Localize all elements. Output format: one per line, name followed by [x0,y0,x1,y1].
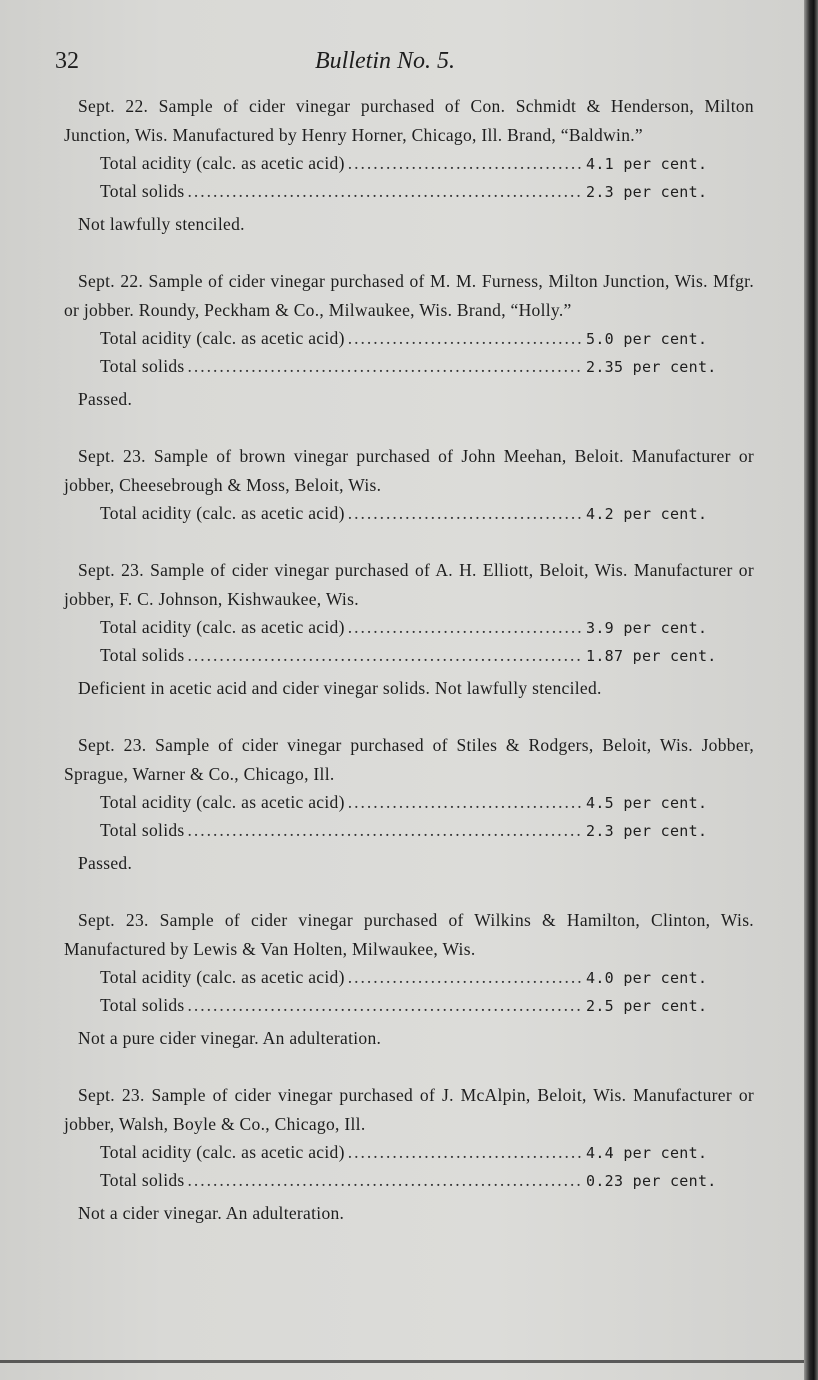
measurement-row [100,325,708,353]
measurement-row [100,964,708,992]
measurement-row [100,500,708,528]
measurement-label: Total acidity (calc. as acetic acid) [100,792,345,812]
entry-description: Sept. 23. Sample of cider vinegar purchased of A. H. Elliott, Beloit, Wis. Manufacturer or jobber, F. C. Johnson, Kishwaukee, Wis. [64,560,754,609]
sample-entry [64,1081,754,1228]
measurement-value: 2.3 per cent. [586,183,708,201]
measurement-label: Total solids [100,820,185,840]
measurement-row [100,150,708,178]
measurement-value: 4.5 per cent. [586,794,708,812]
measurement-label: Total acidity (calc. as acetic acid) [100,617,345,637]
dot-leader [348,614,583,641]
measurement-value: 4.1 per cent. [586,155,708,173]
measurement-label: Total solids [100,356,185,376]
measurement-value: 4.0 per cent. [586,969,708,987]
sample-entry [64,92,754,239]
entry-verdict: Not a cider vinegar. An adulteration. [78,1203,345,1223]
entry-verdict: Not a pure cider vinegar. An adulteration. [78,1028,382,1048]
measurement-label: Total solids [100,1170,185,1190]
measurement-row [100,789,708,817]
dot-leader [188,178,583,205]
entry-description: Sept. 22. Sample of cider vinegar purchased of M. M. Furness, Milton Junction, Wis. Mfgr. or jobber. Roundy, Peckham & Co., Milwaukee, Wis. Brand, “Holly.” [64,271,754,320]
sample-entry [64,267,754,414]
measurement-row [100,614,708,642]
entry-description: Sept. 23. Sample of brown vinegar purchased of John Meehan, Beloit. Manufacturer or jobber, Cheesebrough & Moss, Beloit, Wis. [64,446,754,495]
measurement-row [100,1139,708,1167]
measurement-row [100,992,708,1020]
dot-leader [188,817,583,844]
dot-leader [348,1139,583,1166]
sample-entry [64,731,754,878]
page-binding-edge [804,0,818,1380]
measurement-row [100,817,708,845]
entry-verdict: Passed. [78,389,133,409]
running-title: Bulletin No. 5. [315,48,455,74]
measurement-row [100,178,708,206]
measurement-value: 2.5 per cent. [586,997,708,1015]
sample-entries [64,92,754,1256]
dot-leader [348,150,583,177]
measurement-label: Total acidity (calc. as acetic acid) [100,153,345,173]
dot-leader [348,789,583,816]
measurement-label: Total solids [100,995,185,1015]
sample-entry [64,556,754,703]
entry-verdict: Not lawfully stenciled. [78,214,245,234]
measurement-row [100,353,717,381]
measurement-row [100,1167,717,1195]
measurement-label: Total acidity (calc. as acetic acid) [100,503,345,523]
sample-entry [64,442,754,528]
measurement-label: Total acidity (calc. as acetic acid) [100,328,345,348]
measurement-label: Total acidity (calc. as acetic acid) [100,1142,345,1162]
measurement-label: Total acidity (calc. as acetic acid) [100,967,345,987]
measurement-value: 0.23 per cent. [586,1172,717,1190]
dot-leader [188,1167,583,1194]
measurement-value: 3.9 per cent. [586,619,708,637]
page-number: 32 [55,48,79,74]
dot-leader [188,992,583,1019]
entry-verdict: Passed. [78,853,133,873]
measurement-label: Total solids [100,645,185,665]
measurement-label: Total solids [100,181,185,201]
entry-description: Sept. 22. Sample of cider vinegar purchased of Con. Schmidt & Henderson, Milton Junction, Wis. Manufactured by Henry Horner, Chicago, Ill. Brand, “Baldwin.” [64,96,754,145]
measurement-value: 4.2 per cent. [586,505,708,523]
bottom-rule [0,1360,804,1363]
measurement-value: 1.87 per cent. [586,647,717,665]
dot-leader [188,353,583,380]
entry-verdict: Deficient in acetic acid and cider vinegar solids. Not lawfully stenciled. [78,678,602,698]
sample-entry [64,906,754,1053]
dot-leader [188,642,583,669]
measurement-value: 2.35 per cent. [586,358,717,376]
entry-description: Sept. 23. Sample of cider vinegar purchased of Wilkins & Hamilton, Clinton, Wis. Manufactured by Lewis & Van Holten, Milwaukee, Wis. [64,910,754,959]
measurement-value: 2.3 per cent. [586,822,708,840]
measurement-value: 4.4 per cent. [586,1144,708,1162]
dot-leader [348,964,583,991]
page-header [55,48,755,82]
dot-leader [348,325,583,352]
entry-description: Sept. 23. Sample of cider vinegar purchased of J. McAlpin, Beloit, Wis. Manufacturer or jobber, Walsh, Boyle & Co., Chicago, Ill. [64,1085,754,1134]
measurement-value: 5.0 per cent. [586,330,708,348]
dot-leader [348,500,583,527]
measurement-row [100,642,717,670]
entry-description: Sept. 23. Sample of cider vinegar purchased of Stiles & Rodgers, Beloit, Wis. Jobber, Sprague, Warner & Co., Chicago, Ill. [64,735,754,784]
